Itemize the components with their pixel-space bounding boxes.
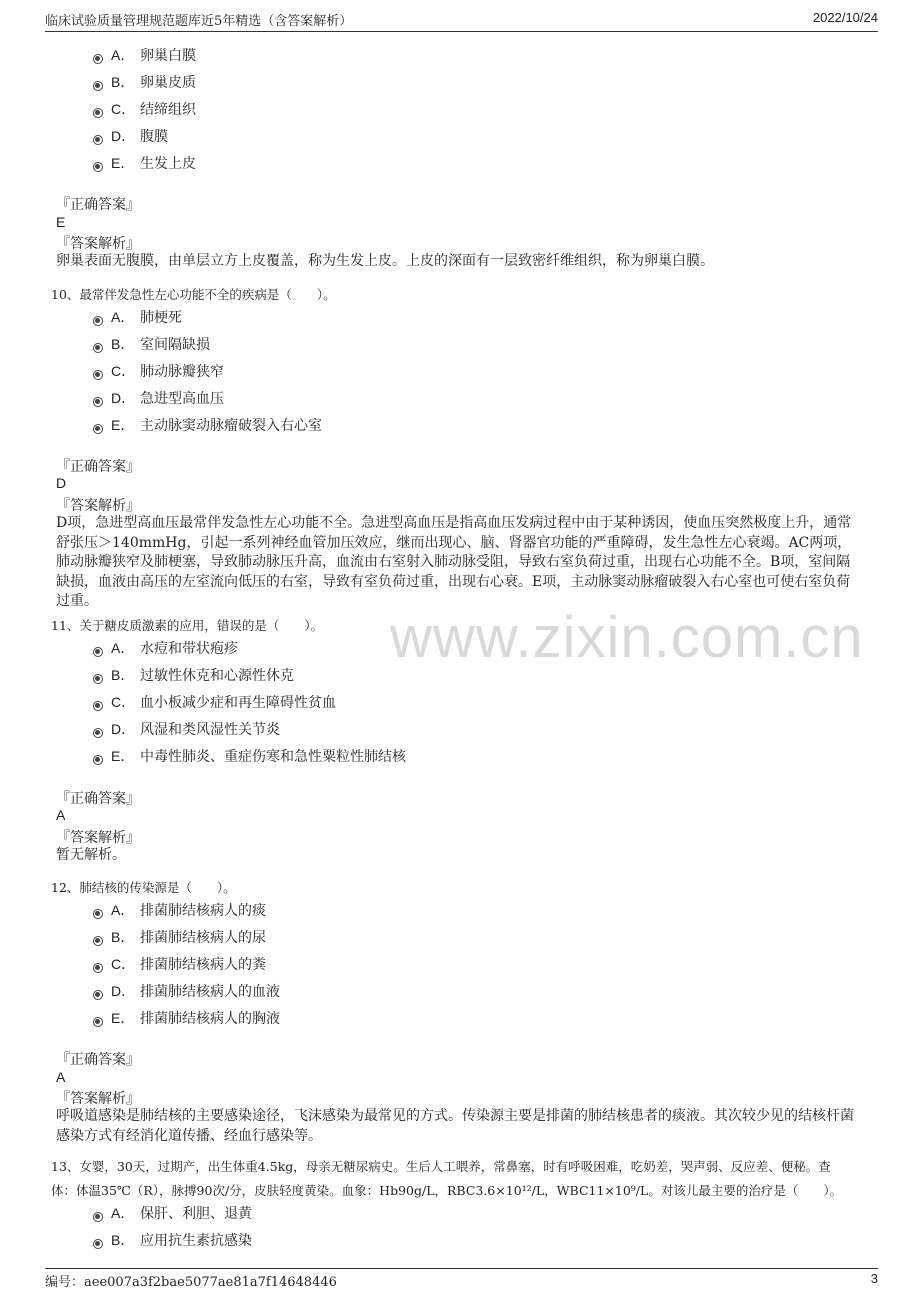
q13-option-a[interactable]: A． 保肝、利胆、退黄 xyxy=(93,1203,252,1223)
q11-option-e[interactable]: E． 中毒性肺炎、重症伤寒和急性粟粒性肺结核 xyxy=(93,746,406,766)
radio-icon[interactable] xyxy=(93,135,103,145)
q10-question: 10、最常伴发急性左心功能不全的疾病是（ ）。 xyxy=(51,287,336,302)
q9-option-d[interactable]: D． 腹膜 xyxy=(93,126,168,146)
q12-answer: A xyxy=(56,1069,66,1085)
radio-icon[interactable] xyxy=(93,54,103,64)
q9-option-c[interactable]: C． 结缔组织 xyxy=(93,99,196,119)
analysis-label: 『答案解析』 xyxy=(56,498,140,514)
q11-option-d[interactable]: D． 风湿和类风湿性关节炎 xyxy=(93,719,280,739)
radio-icon[interactable] xyxy=(93,108,103,118)
q9-analysis: 卵巢表面无腹膜，由单层立方上皮覆盖，称为生发上皮。上皮的深面有一层致密纤维组织，称为卵巢白膜。 xyxy=(56,253,714,269)
page-number: 3 xyxy=(870,1271,878,1286)
radio-icon[interactable] xyxy=(93,701,103,711)
radio-icon[interactable] xyxy=(93,1239,103,1249)
radio-icon[interactable] xyxy=(93,81,103,91)
q12-analysis: 呼吸道感染是肺结核的主要感染途径，飞沫感染为最常见的方式。传染源主要是排菌的肺结核患者的痰液。其次较少见的结核杆菌感染方式有经消化道传播、经血行感染等。 xyxy=(56,1108,854,1144)
q10-option-d[interactable]: D． 急进型高血压 xyxy=(93,388,224,408)
q13-question-line2: 体：体温35℃（R），脉搏90次/分，皮肤轻度黄染。血象：Hb90g/L，RBC3.6×10¹²/L，WBC11×10⁹/L。对该儿最主要的治疗是（ ）。 xyxy=(51,1183,843,1198)
radio-icon[interactable] xyxy=(93,728,103,738)
radio-icon[interactable] xyxy=(93,316,103,326)
radio-icon[interactable] xyxy=(93,963,103,973)
q12-option-a[interactable]: A． 排菌肺结核病人的痰 xyxy=(93,900,266,920)
q12-question: 12、肺结核的传染源是（ ）。 xyxy=(51,880,236,895)
radio-icon[interactable] xyxy=(93,370,103,380)
q13-option-b[interactable]: B． 应用抗生素抗感染 xyxy=(93,1230,252,1250)
radio-icon[interactable] xyxy=(93,755,103,765)
q11-answer: A xyxy=(56,807,66,823)
analysis-label: 『答案解析』 xyxy=(56,236,140,252)
correct-answer-label: 『正确答案』 xyxy=(56,1052,140,1068)
analysis-label: 『答案解析』 xyxy=(56,1091,140,1107)
radio-icon[interactable] xyxy=(93,1017,103,1027)
radio-icon[interactable] xyxy=(93,990,103,1000)
q9-option-a[interactable]: A． 卵巢白膜 xyxy=(93,45,196,65)
footer-code: 编号：aee007a3f2bae5077ae81a7f14648446 xyxy=(45,1275,337,1290)
q9-answer: E xyxy=(56,214,66,230)
q9-option-b[interactable]: B． 卵巢皮质 xyxy=(93,72,196,92)
footer-divider xyxy=(45,1268,878,1269)
radio-icon[interactable] xyxy=(93,674,103,684)
watermark: www.zixin.com.cn xyxy=(390,605,864,670)
q9-option-e[interactable]: E． 生发上皮 xyxy=(93,153,196,173)
radio-icon[interactable] xyxy=(93,424,103,434)
q11-option-a[interactable]: A． 水痘和带状疱疹 xyxy=(93,638,238,658)
radio-icon[interactable] xyxy=(93,647,103,657)
q12-option-e[interactable]: E． 排菌肺结核病人的胸液 xyxy=(93,1008,280,1028)
radio-icon[interactable] xyxy=(93,1212,103,1222)
radio-icon[interactable] xyxy=(93,397,103,407)
correct-answer-label: 『正确答案』 xyxy=(56,197,140,213)
radio-icon[interactable] xyxy=(93,162,103,172)
q10-option-e[interactable]: E． 主动脉窦动脉瘤破裂入右心室 xyxy=(93,415,322,435)
q11-option-c[interactable]: C． 血小板减少症和再生障碍性贫血 xyxy=(93,692,336,712)
radio-icon[interactable] xyxy=(93,936,103,946)
correct-answer-label: 『正确答案』 xyxy=(56,459,140,475)
radio-icon[interactable] xyxy=(93,343,103,353)
header-date: 2022/10/24 xyxy=(812,10,878,25)
q10-option-b[interactable]: B． 室间隔缺损 xyxy=(93,334,210,354)
correct-answer-label: 『正确答案』 xyxy=(56,791,140,807)
q11-question: 11、关于糖皮质激素的应用，错误的是（ ）。 xyxy=(51,618,324,633)
header-title: 临床试验质量管理规范题库近5年精选（含答案解析） xyxy=(45,14,353,29)
q12-option-c[interactable]: C． 排菌肺结核病人的粪 xyxy=(93,954,266,974)
analysis-label: 『答案解析』 xyxy=(56,830,140,846)
q10-analysis: D项，急进型高血压最常伴发急性左心功能不全。急进型高血压是指高血压发病过程中由于某种诱因，使血压突然极度上升，通常舒张压＞140mmHg，引起一系列神经血管加压效应，继而出现心、脑、肾器官功能的严重障碍，发生急性左心衰竭。AC两项，肺动脉瓣狭窄及肺梗塞，导致肺动脉压升高，血流由右室射入肺动脉受阻，导致右室负荷过重，出现右心功能不全。B项，室间隔缺损，血液由高压的左室流向低压的右室，导致有室负荷过重，出现右心衰。E项，主动脉窦动脉瘤破裂入右心室也可使右室负荷过重。 xyxy=(56,515,852,609)
q10-option-c[interactable]: C． 肺动脉瓣狭窄 xyxy=(93,361,224,381)
header-divider xyxy=(45,31,878,32)
q12-option-d[interactable]: D． 排菌肺结核病人的血液 xyxy=(93,981,280,1001)
q11-option-b[interactable]: B． 过敏性休克和心源性休克 xyxy=(93,665,294,685)
q12-option-b[interactable]: B． 排菌肺结核病人的尿 xyxy=(93,927,266,947)
q10-option-a[interactable]: A． 肺梗死 xyxy=(93,307,182,327)
radio-icon[interactable] xyxy=(93,909,103,919)
q10-answer: D xyxy=(56,475,67,491)
q11-analysis: 暂无解析。 xyxy=(56,847,126,863)
q13-question-line1: 13、女婴，30天，过期产，出生体重4.5kg，母亲无糖尿病史。生后人工喂养，常鼻塞，时有呼吸困难，吃奶差，哭声弱、反应差、便秘。查 xyxy=(51,1159,831,1174)
